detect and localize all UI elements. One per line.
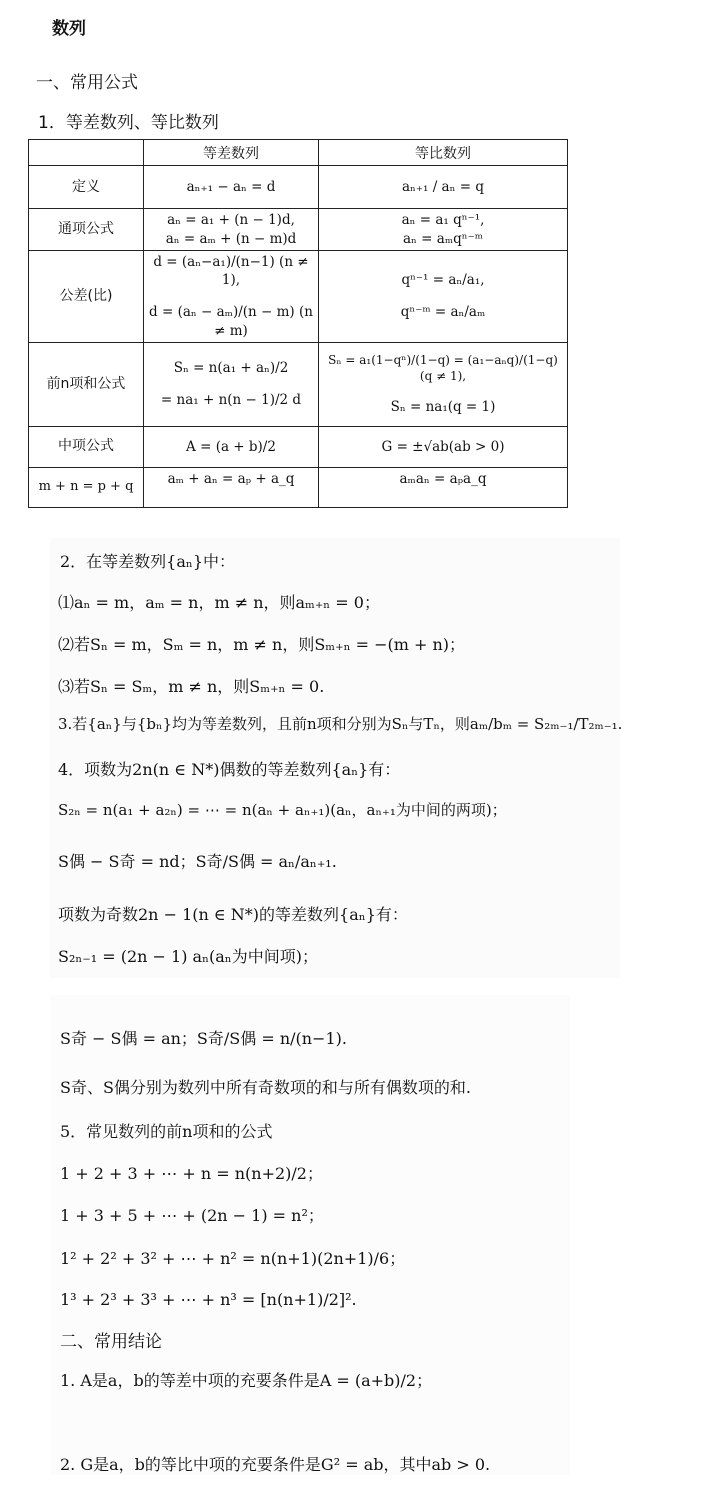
formula-line: d = (aₙ − aₘ)/(n − m) (n ≠ m) [149,304,313,339]
text-line: ⑵若Sₙ = m，Sₘ = n，m ≠ n，则Sₘ₊ₙ = −(m + n)； [58,635,466,654]
geom-cell [319,251,568,343]
section-heading-2: 二、常用结论 [60,1332,162,1352]
shaded-block [50,995,570,1475]
table-header-row [29,140,568,166]
formula-line: qⁿ⁻ᵐ = aₙ/aₘ [400,304,486,321]
row-label: 中项公式 [29,426,144,467]
text-line: ⑶若Sₙ = Sₘ，m ≠ n，则Sₘ₊ₙ = 0. [58,677,325,696]
table-row [29,251,568,343]
formula-line: aₘaₙ = aₚa_q [399,470,487,487]
geom-cell [319,342,568,426]
table-row [29,342,568,426]
arith-cell [144,342,319,426]
formula-line: aₙ = aₘqⁿ⁻ᵐ [403,230,483,247]
text-line: 项数为奇数2n − 1(n ∈ N*)的等差数列{aₙ}有： [58,905,408,924]
row-label: 前n项和公式 [29,342,144,426]
table-header-cell: 等比数列 [319,140,568,166]
text-line: 5．常见数列的前n项和的公式 [60,1122,273,1141]
text-line: S奇 − S偶 = an；S奇/S偶 = n/(n−1). [60,1029,347,1048]
text-line: 1³ + 2³ + 3³ + ⋯ + n³ = [n(n+1)/2]². [60,1290,357,1309]
formula-line: aₙ = a₁ qⁿ⁻¹, [401,212,485,229]
row-label: 公差(比) [29,251,144,343]
geom-cell [319,166,568,209]
formula-line: aₙ = aₘ + (n − m)d [165,230,297,247]
text-line: S₂ₙ₋₁ = (2n − 1) aₙ(aₙ为中间项)； [58,947,318,966]
row-label: 定义 [29,166,144,209]
text-line: S偶 − S奇 = nd；S奇/S偶 = aₙ/aₙ₊₁. [58,852,337,871]
text-line: 1 + 3 + 5 + ⋯ + (2n − 1) = n²； [60,1206,324,1225]
text-line: 1 + 2 + 3 + ⋯ + n = n(n+2)/2； [60,1164,323,1183]
section-heading-1: 一、常用公式 [36,73,138,93]
formula-line: aₘ + aₙ = aₚ + a_q [167,470,295,487]
page-title: 数列 [52,19,86,39]
table-header-cell: 等差数列 [144,140,319,166]
text-line: S奇、S偶分别为数列中所有奇数项的和与所有偶数项的和. [60,1078,472,1097]
arith-cell [144,467,319,507]
text-line: 4．项数为2n(n ∈ N*)偶数的等差数列{aₙ}有： [58,760,401,779]
table-row [29,166,568,209]
formula-line: aₙ = a₁ + (n − 1)d, [167,212,295,229]
formula-line: d = (aₙ−a₁)/(n−1) (n ≠ 1), [153,254,309,289]
arith-cell [144,251,319,343]
arith-cell [144,166,319,209]
formula-line: = na₁ + n(n − 1)/2 d [160,392,302,409]
text-line: 2．在等差数列{aₙ}中： [60,552,236,571]
row-label: 通项公式 [29,209,144,251]
table-header-cell [29,140,144,166]
table-row [29,209,568,251]
row-label: m + n = p + q [29,467,144,507]
formula-line: aₙ₊₁ − aₙ = d [186,178,276,195]
formula-line: G = ±√ab(ab > 0) [381,438,505,455]
arith-cell [144,426,319,467]
formula-line: qⁿ⁻¹ = aₙ/a₁, [401,272,485,289]
text-line: 3.若{aₙ}与{bₙ}均为等差数列，且前n项和分别为Sₙ与Tₙ，则aₘ/bₘ = S₂ₘ₋₁/T₂ₘ₋₁. [58,715,623,733]
formula-line: Sₙ = na₁(q = 1) [390,399,496,416]
formula-line: aₙ₊₁ / aₙ = q [402,178,484,195]
formula-line: Sₙ = a₁(1−qⁿ)/(1−q) = (a₁−aₙq)/(1−q) (q ≠ 1), [328,353,558,384]
formula-table [28,139,568,508]
table-row [29,426,568,467]
text-line: S₂ₙ = n(a₁ + a₂ₙ) = ⋯ = n(aₙ + aₙ₊₁)(aₙ，aₙ₊₁为中间的两项)； [58,801,507,819]
text-line: 2. G是a，b的等比中项的充要条件是G² = ab，其中ab > 0. [60,1455,491,1474]
formula-line: Sₙ = n(a₁ + aₙ)/2 [173,360,289,377]
text-line: 1² + 2² + 3² + ⋯ + n² = n(n+1)(2n+1)/6； [60,1249,406,1268]
formula-line: A = (a + b)/2 [186,438,276,455]
geom-cell [319,209,568,251]
text-line: 1. A是a，b的等差中项的充要条件是A = (a+b)/2； [60,1371,433,1390]
geom-cell [319,467,568,507]
arith-cell [144,209,319,251]
table-row [29,467,568,507]
geom-cell [319,426,568,467]
text-line: ⑴aₙ = m，aₘ = n，m ≠ n，则aₘ₊ₙ = 0； [58,593,380,612]
subsection-heading-1: 1．等差数列、等比数列 [38,113,219,133]
